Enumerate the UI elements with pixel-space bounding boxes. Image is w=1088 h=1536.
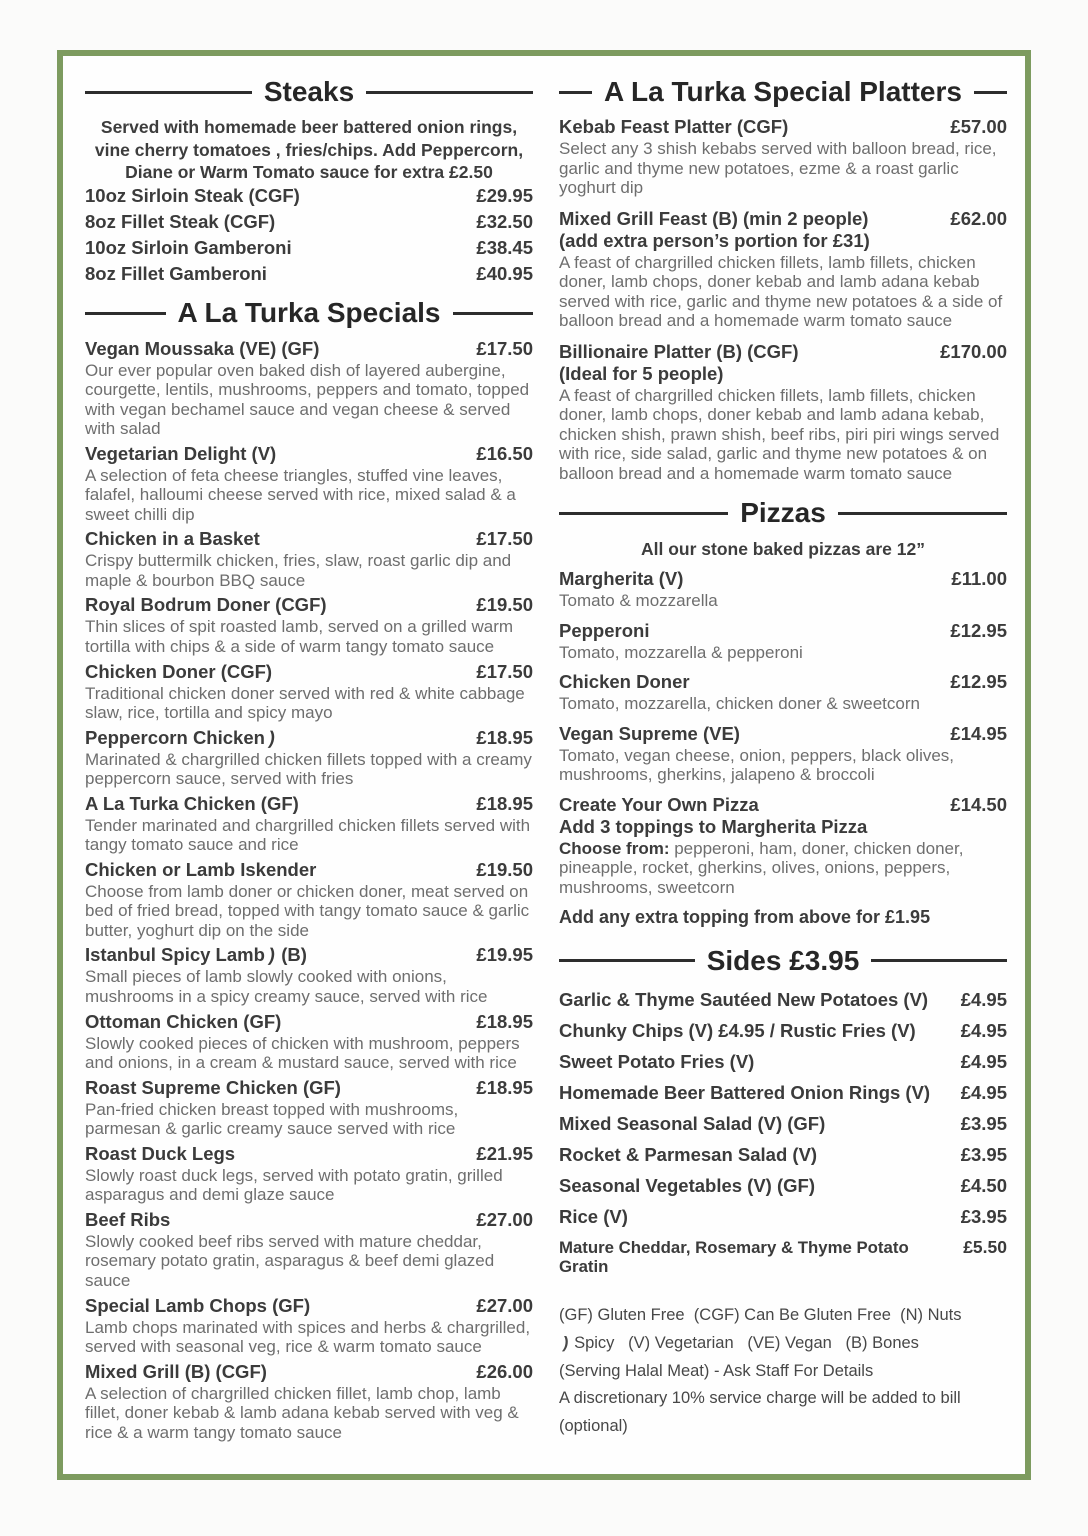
heading-rule-right <box>871 959 1007 962</box>
section-header-a-la-turka-special-platters <box>559 76 1007 108</box>
menu-item-name: Chicken Doner (CGF) <box>85 660 273 682</box>
heading-rule-left <box>559 512 728 515</box>
menu-item-price: £27.00 <box>476 1208 533 1230</box>
menu-item-row <box>559 1144 1007 1166</box>
menu-item-chicken-in-a-basket <box>85 528 533 590</box>
menu-item-subname: Add 3 toppings to Margherita Pizza <box>559 815 868 837</box>
menu-item-description: Thin slices of spit roasted lamb, served on a grilled warm tortilla with chips & a side of warm tangy tomato sauce <box>85 617 514 657</box>
menu-item-name: Rice (V) <box>559 1205 628 1227</box>
section-pizzas <box>559 497 1007 928</box>
menu-item-garlic-thyme-saut-ed-new-potatoes-v <box>559 989 1007 1011</box>
menu-item-description: Tomato, mozzarella & pepperoni <box>559 642 803 662</box>
menu-item-price: £18.95 <box>476 792 533 814</box>
menu-item-roast-supreme-chicken-gf <box>85 1077 533 1139</box>
menu-item-row <box>559 1175 1007 1197</box>
menu-item-billionaire-platter-b-cgf <box>559 341 1007 484</box>
menu-column-left <box>85 74 533 1474</box>
menu-item-row <box>85 183 533 209</box>
menu-item-margherita-v <box>559 568 1007 611</box>
menu-item-row <box>85 1077 533 1099</box>
menu-item-description: Tomato, mozzarella, chicken doner & sweetcorn <box>559 694 920 714</box>
menu-item-price: £19.95 <box>476 944 533 966</box>
section-title-steaks: Steaks <box>263 76 355 107</box>
section-header-sides-3-95 <box>559 945 1007 977</box>
menu-item-row <box>559 1113 1007 1135</box>
menu-item-description: Our ever popular oven baked dish of layered aubergine, courgette, lentils, mushrooms, peppers and tomato, topped with vegan bechamel sauce and vegan cheese & served with salad <box>85 360 530 439</box>
menu-item-row <box>85 944 533 966</box>
menu-item-name: Peppercorn Chicken ) <box>85 726 277 748</box>
menu-item-name: Beef Ribs <box>85 1208 171 1230</box>
heading-rule-right <box>974 91 1007 94</box>
menu-item-row <box>85 338 533 360</box>
menu-item-row <box>85 1143 533 1165</box>
menu-item-row <box>85 261 533 287</box>
menu-item-row <box>85 727 533 749</box>
menu-item-name: Garlic & Thyme Sautéed New Potatoes (V) <box>559 988 929 1010</box>
menu-item-row <box>85 594 533 616</box>
menu-item-homemade-beer-battered-onion-rings-v <box>559 1082 1007 1104</box>
menu-item-vegan-supreme-ve <box>559 723 1007 785</box>
menu-item-peppercorn-chicken <box>85 727 533 789</box>
section-header-steaks <box>85 76 533 108</box>
section-header-a-la-turka-specials <box>85 297 533 329</box>
menu-item-name: Special Lamb Chops (GF) <box>85 1294 311 1316</box>
menu-item-row <box>85 528 533 550</box>
section-title-sides-3-95: Sides £3.95 <box>706 944 860 976</box>
menu-item-name: Royal Bodrum Doner (CGF) <box>85 594 327 616</box>
section-header-pizzas <box>559 497 1007 529</box>
menu-item-sweet-potato-fries-v <box>559 1051 1007 1073</box>
menu-item-row <box>85 209 533 235</box>
menu-item-price: £4.50 <box>960 1174 1007 1196</box>
menu-item-name: Istanbul Spicy Lamb ) (B) <box>85 944 307 966</box>
menu-item-subname: (Ideal for 5 people) <box>559 362 724 384</box>
menu-item-name: 10oz Sirloin Gamberoni <box>85 237 292 259</box>
menu-item-row <box>85 1361 533 1383</box>
menu-item-10oz-sirloin-gamberoni <box>85 235 533 261</box>
menu-item-price: £19.50 <box>476 594 533 616</box>
menu-item-description: Choose from lamb doner or chicken doner, meat served on bed of fried bread, topped with tangy tomato sauce & garlic butter, yoghurt dip on the side <box>85 881 530 940</box>
legend-footnotes <box>559 1302 1007 1441</box>
heading-rule-right <box>453 312 534 315</box>
menu-item-name: 10oz Sirloin Steak (CGF) <box>85 185 300 207</box>
menu-item-rice-v <box>559 1206 1007 1228</box>
spicy-icon: ) <box>561 1333 570 1352</box>
menu-item-chicken-or-lamb-iskender <box>85 859 533 941</box>
menu-item-create-your-own-pizza <box>559 794 1007 897</box>
menu-item-kebab-feast-platter-cgf <box>559 116 1007 198</box>
menu-item-name: Kebab Feast Platter (CGF) <box>559 116 789 138</box>
menu-item-row <box>559 671 1007 693</box>
menu-item-chicken-doner <box>559 671 1007 714</box>
legend-line: A discretionary 10% service charge will be added to bill (optional) <box>559 1389 966 1436</box>
menu-item-row <box>559 341 1007 363</box>
section-title-a-la-turka-specials: A La Turka Specials <box>177 297 441 329</box>
menu-item-price: £4.95 <box>960 988 1007 1010</box>
menu-item-chunky-chips-v-4-95-rustic-fries-v <box>559 1020 1007 1042</box>
menu-item-row <box>559 116 1007 138</box>
menu-item-price: £17.50 <box>476 660 533 682</box>
menu-item-row <box>559 794 1007 816</box>
menu-column-right <box>559 74 1007 1474</box>
heading-rule-right <box>366 91 533 94</box>
menu-item-price: £5.50 <box>963 1236 1007 1257</box>
menu-item-price: £4.95 <box>960 1019 1007 1041</box>
menu-item-a-la-turka-chicken-gf <box>85 793 533 855</box>
menu-item-name: Vegan Moussaka (VE) (GF) <box>85 337 320 359</box>
menu-item-name: Ottoman Chicken (GF) <box>85 1010 282 1032</box>
menu-item-price: £57.00 <box>950 116 1007 138</box>
menu-item-row <box>559 989 1007 1011</box>
menu-item-row <box>85 1209 533 1231</box>
menu-item-description: A feast of chargrilled chicken fillets, lamb fillets, chicken doner, lamb chops, doner kebab and lamb adana kebab, chicken shish, prawn shish, beef ribs, piri piri wings served with rice, side salad, garlic and thyme new potatoes & on balloon bread and a homemade warm tomato sauce <box>559 385 1000 483</box>
menu-item-price: £4.95 <box>960 1050 1007 1072</box>
menu-item-chicken-doner-cgf <box>85 661 533 723</box>
section-a-la-turka-specials <box>85 297 533 1442</box>
section-a-la-turka-special-platters <box>559 76 1007 483</box>
menu-item-price: £14.50 <box>950 793 1007 815</box>
menu-item-price: £21.95 <box>476 1142 533 1164</box>
menu-columns <box>63 56 1025 1474</box>
menu-item-roast-duck-legs <box>85 1143 533 1205</box>
legend-line: (Serving Halal Meat) - Ask Staff For Details <box>559 1361 874 1380</box>
menu-item-price: £26.00 <box>476 1360 533 1382</box>
menu-item-rocket-parmesan-salad-v <box>559 1144 1007 1166</box>
menu-item-name: Homemade Beer Battered Onion Rings (V) <box>559 1081 931 1103</box>
heading-rule-right <box>838 512 1007 515</box>
menu-item-row <box>559 1020 1007 1042</box>
menu-item-pepperoni <box>559 620 1007 663</box>
menu-item-name: Roast Supreme Chicken (GF) <box>85 1076 341 1098</box>
menu-item-row <box>559 1051 1007 1073</box>
heading-rule-left <box>85 312 166 315</box>
menu-item-price: £29.95 <box>476 185 533 207</box>
menu-item-price: £3.95 <box>960 1205 1007 1227</box>
menu-item-description: Lamb chops marinated with spices and herbs & chargrilled, served with seasonal veg, rice & warm tomato sauce <box>85 1317 531 1357</box>
heading-rule-left <box>559 91 592 94</box>
menu-item-row <box>85 661 533 683</box>
menu-item-row <box>85 1011 533 1033</box>
menu-item-price: £40.95 <box>476 263 533 285</box>
menu-item-price: £62.00 <box>950 207 1007 229</box>
menu-item-subname: (add extra person’s portion for £31) <box>559 229 870 251</box>
menu-item-name: A La Turka Chicken (GF) <box>85 792 299 814</box>
menu-item-name: 8oz Fillet Gamberoni <box>85 263 267 285</box>
menu-item-price: £38.45 <box>476 237 533 259</box>
menu-item-description: A selection of chargrilled chicken fillet, lamb chop, lamb fillet, doner kebab & lamb adana kebab served with veg & rice & a warm tangy tomato sauce <box>85 1383 519 1442</box>
menu-item-description: Marinated & chargrilled chicken fillets topped with a creamy peppercorn sauce, served with fries <box>85 749 532 789</box>
menu-item-description: Tender marinated and chargrilled chicken fillets served with tangy tomato sauce and rice <box>85 815 531 855</box>
menu-item-row <box>559 620 1007 642</box>
menu-item-description: Choose from: pepperoni, ham, doner, chicken doner, pineapple, rocket, gherkins, olives, onions, peppers, mushrooms, sweetcorn <box>559 838 964 897</box>
section-steaks <box>85 76 533 287</box>
section-title-pizzas: Pizzas <box>740 497 826 529</box>
menu-item-price: £18.95 <box>476 726 533 748</box>
menu-item-price: £27.00 <box>476 1294 533 1316</box>
menu-item-vegan-moussaka-ve-gf <box>85 338 533 439</box>
menu-item-row <box>85 443 533 465</box>
menu-item-row <box>85 793 533 815</box>
menu-item-8oz-fillet-steak-cgf <box>85 209 533 235</box>
menu-item-description: Pan-fried chicken breast topped with mushrooms, parmesan & garlic creamy sauce served with rice <box>85 1099 459 1139</box>
menu-item-price: £170.00 <box>940 340 1007 362</box>
menu-item-row <box>85 859 533 881</box>
menu-item-special-lamb-chops-gf <box>85 1295 533 1357</box>
menu-item-name: Roast Duck Legs <box>85 1142 236 1164</box>
menu-item-name: Seasonal Vegetables (V) (GF) <box>559 1174 815 1196</box>
menu-item-royal-bodrum-doner-cgf <box>85 594 533 656</box>
menu-item-name: Chunky Chips (V) £4.95 / Rustic Fries (V) <box>559 1019 916 1041</box>
menu-item-name: Vegan Supreme (VE) <box>559 722 740 744</box>
spicy-icon: ) <box>267 726 277 748</box>
menu-item-price: £12.95 <box>950 619 1007 641</box>
menu-item-description: Small pieces of lamb slowly cooked with onions, mushrooms in a spicy creamy sauce, served with rice <box>85 967 488 1007</box>
menu-item-price: £3.95 <box>960 1143 1007 1165</box>
menu-item-row <box>559 568 1007 590</box>
menu-item-description-lead: Choose from: <box>559 838 670 858</box>
menu-item-price: £17.50 <box>476 337 533 359</box>
menu-item-name: Mixed Grill (B) (CGF) <box>85 1360 267 1382</box>
menu-item-description: A feast of chargrilled chicken fillets, lamb fillets, chicken doner, lamb chops, doner kebab and lamb adana kebab served with rice, garlic and thyme new potatoes & a side of balloon bread and a homemade warm tomato sauce <box>559 252 1003 331</box>
menu-item-row <box>559 1206 1007 1228</box>
menu-item-name: Create Your Own Pizza <box>559 793 759 815</box>
legend-line: (GF) Gluten Free (CGF) Can Be Gluten Free (N) Nuts <box>559 1306 962 1325</box>
menu-item-row <box>559 723 1007 745</box>
menu-item-price: £32.50 <box>476 211 533 233</box>
menu-item-row <box>85 1295 533 1317</box>
heading-rule-left <box>559 959 695 962</box>
heading-rule-left <box>85 91 252 94</box>
page-border-frame <box>57 50 1031 1480</box>
menu-item-seasonal-vegetables-v-gf <box>559 1175 1007 1197</box>
menu-item-name: Sweet Potato Fries (V) <box>559 1050 755 1072</box>
menu-item-description: Slowly cooked pieces of chicken with mushroom, peppers and onions, in a cream & mustard sauce, served with rice <box>85 1033 520 1073</box>
menu-item-price: £14.95 <box>950 722 1007 744</box>
menu-item-price: £18.95 <box>476 1076 533 1098</box>
menu-item-name: Mixed Grill Feast (B) (min 2 people) <box>559 207 869 229</box>
menu-item-istanbul-spicy-lamb <box>85 944 533 1006</box>
menu-item-8oz-fillet-gamberoni <box>85 261 533 287</box>
menu-item-price: £16.50 <box>476 442 533 464</box>
menu-item-mature-cheddar-rosemary-thyme-potato-gratin <box>559 1237 1007 1276</box>
menu-item-10oz-sirloin-steak-cgf <box>85 183 533 209</box>
menu-item-price: £12.95 <box>950 671 1007 693</box>
section-sides-3-95 <box>559 945 1007 1276</box>
menu-item-name: Chicken in a Basket <box>85 528 260 550</box>
menu-item-name: Pepperoni <box>559 619 650 641</box>
menu-item-mixed-grill-b-cgf <box>85 1361 533 1443</box>
section-note: Add any extra topping from above for £1.95 <box>559 907 931 928</box>
menu-item-mixed-seasonal-salad-v-gf <box>559 1113 1007 1135</box>
menu-item-price: £17.50 <box>476 528 533 550</box>
spicy-icon: ) <box>267 944 277 966</box>
menu-item-ottoman-chicken-gf <box>85 1011 533 1073</box>
menu-item-name: Vegetarian Delight (V) <box>85 442 277 464</box>
menu-item-description: A selection of feta cheese triangles, stuffed vine leaves, falafel, halloumi cheese served with rice, mixed salad & a sweet chilli dip <box>85 465 516 524</box>
menu-item-name: Mixed Seasonal Salad (V) (GF) <box>559 1112 826 1134</box>
menu-item-row <box>559 208 1007 230</box>
menu-item-description: Slowly roast duck legs, served with potato gratin, grilled asparagus and demi glaze sauce <box>85 1165 503 1205</box>
section-subtitle: All our stone baked pizzas are 12” <box>641 538 925 559</box>
menu-item-name: Chicken or Lamb Iskender <box>85 858 317 880</box>
legend-line: ) Spicy (V) Vegetarian (VE) Vegan (B) Bones <box>559 1330 1007 1358</box>
menu-item-description: Traditional chicken doner served with red & white cabbage slaw, rice, tortilla and spicy mayo <box>85 683 525 723</box>
section-title-a-la-turka-special-platters: A La Turka Special Platters <box>604 76 962 107</box>
section-intro-line: Served with homemade beer battered onion rings, <box>100 117 518 138</box>
menu-item-name: Margherita (V) <box>559 567 684 589</box>
menu-item-beef-ribs <box>85 1209 533 1291</box>
menu-item-price: £3.95 <box>960 1112 1007 1134</box>
menu-item-price: £11.00 <box>951 567 1007 589</box>
menu-item-name: Rocket & Parmesan Salad (V) <box>559 1143 818 1165</box>
section-intro-line: vine cherry tomatoes , fries/chips. Add Peppercorn, <box>94 139 524 160</box>
menu-item-description: Crispy buttermilk chicken, fries, slaw, roast garlic dip and maple & bourbon BBQ sauce <box>85 551 512 590</box>
menu-item-price: £19.50 <box>476 858 533 880</box>
menu-item-price: £18.95 <box>476 1010 533 1032</box>
menu-item-price: £4.95 <box>960 1081 1007 1103</box>
menu-item-description: Tomato, vegan cheese, onion, peppers, black olives, mushrooms, gherkins, jalapeno & broccoli <box>559 745 955 785</box>
menu-item-description: Slowly cooked beef ribs served with mature cheddar, rosemary potato gratin, asparagus & beef demi glazed sauce <box>85 1231 495 1290</box>
menu-item-description: Tomato & mozzarella <box>559 590 718 610</box>
menu-item-row <box>559 1082 1007 1104</box>
menu-item-name: Billionaire Platter (B) (CGF) <box>559 340 799 362</box>
menu-item-name: Chicken Doner <box>559 671 690 693</box>
menu-item-mixed-grill-feast-b-min-2-people <box>559 208 1007 331</box>
menu-item-row <box>85 235 533 261</box>
section-intro-line: Diane or Warm Tomato sauce for extra £2.50 <box>125 161 493 182</box>
menu-item-description: Select any 3 shish kebabs served with balloon bread, rice, garlic and thyme new potatoes, ezme & a roast garlic yoghurt dip <box>559 139 997 198</box>
menu-item-name: Mature Cheddar, Rosemary & Thyme Potato Gratin <box>559 1237 909 1277</box>
menu-item-vegetarian-delight-v <box>85 443 533 525</box>
menu-item-row <box>559 1237 1007 1276</box>
menu-item-name: 8oz Fillet Steak (CGF) <box>85 211 276 233</box>
